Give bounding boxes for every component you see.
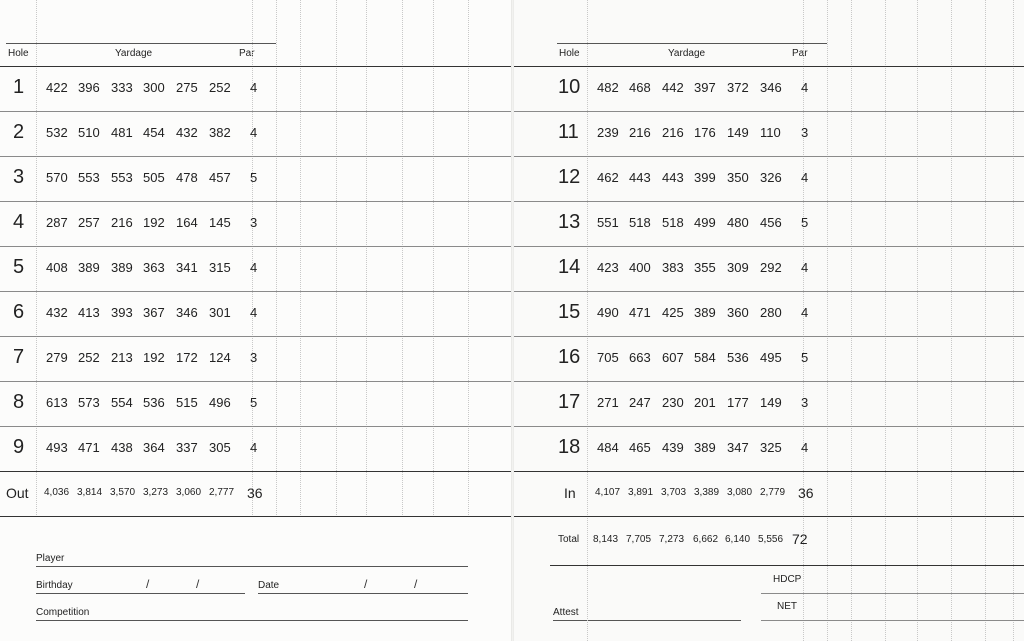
hdcp-line[interactable] (761, 593, 1024, 594)
yardage-value: 347 (727, 440, 749, 455)
hole-number: 6 (13, 301, 25, 323)
yardage-value: 532 (46, 125, 68, 140)
yardage-value: 425 (662, 305, 684, 320)
yardage-value: 110 (760, 125, 781, 140)
yardage-value: 230 (662, 395, 684, 410)
grid-row-line (0, 516, 512, 517)
yardage-value: 422 (46, 80, 68, 95)
yardage-value: 149 (727, 125, 749, 140)
yardage-value: 482 (597, 80, 619, 95)
yardage-value: 346 (176, 305, 198, 320)
par-value: 3 (250, 350, 258, 365)
yardage-value: 510 (78, 125, 100, 140)
yardage-value: 216 (111, 215, 133, 230)
subtotal-yardage: 2,777 (209, 487, 235, 498)
par-value: 4 (250, 305, 258, 320)
yardage-value: 423 (597, 260, 619, 275)
grid-row-line (0, 426, 512, 427)
total-yardage: 6,662 (693, 534, 719, 545)
hole-number: 9 (13, 436, 25, 458)
yardage-value: 325 (760, 440, 782, 455)
par-value: 4 (250, 440, 258, 455)
par-value: 5 (250, 170, 258, 185)
yardage-value: 177 (727, 395, 749, 410)
total-par: 72 (792, 531, 808, 547)
yardage-value: 570 (46, 170, 68, 185)
yardage-value: 275 (176, 80, 198, 95)
par-value: 4 (801, 80, 809, 95)
yardage-value: 663 (629, 350, 651, 365)
yardage-value: 484 (597, 440, 619, 455)
yardage-value: 300 (143, 80, 165, 95)
net-label: NET (777, 601, 797, 612)
hole-number: 17 (558, 391, 581, 413)
grid-column-line (917, 0, 918, 641)
par-value: 3 (801, 125, 809, 140)
yardage-value: 553 (111, 170, 133, 185)
hole-number: 18 (558, 436, 581, 458)
subtotal-yardage: 4,036 (44, 487, 70, 498)
yardage-value: 408 (46, 260, 68, 275)
yardage-value: 456 (760, 215, 782, 230)
yardage-value: 468 (629, 80, 651, 95)
yardage-value: 149 (760, 395, 782, 410)
hole-number: 8 (13, 391, 25, 413)
yardage-value: 192 (143, 215, 165, 230)
date-slash-2: / (414, 577, 418, 591)
yardage-value: 457 (209, 170, 231, 185)
grid-row-line (513, 291, 1024, 292)
birthday-slash-2: / (196, 577, 200, 591)
header-top-line (6, 43, 276, 44)
hole-number: 16 (558, 346, 581, 368)
date-label: Date (258, 580, 280, 591)
yardage-value: 341 (176, 260, 198, 275)
yardage-value: 333 (111, 80, 133, 95)
yardage-value: 287 (46, 215, 68, 230)
grid-column-line (985, 0, 986, 641)
par-header: Par (792, 48, 808, 59)
yardage-value: 613 (46, 395, 68, 410)
yardage-value: 551 (597, 215, 619, 230)
par-value: 4 (801, 305, 809, 320)
yardage-value: 355 (694, 260, 716, 275)
yardage-value: 364 (143, 440, 165, 455)
hole-number: 5 (13, 256, 25, 278)
yardage-value: 309 (727, 260, 749, 275)
hole-number: 1 (13, 76, 25, 98)
hole-number: 14 (558, 256, 581, 278)
yardage-value: 145 (209, 215, 231, 230)
yardage-value: 393 (111, 305, 133, 320)
birthday-line[interactable] (36, 593, 245, 594)
grid-row-line (513, 471, 1024, 472)
subtotal-yardage: 2,779 (760, 487, 786, 498)
subtotal-yardage: 3,389 (694, 487, 720, 498)
grid-column-line (276, 0, 277, 515)
grid-column-line (827, 0, 828, 641)
page-fold (511, 0, 514, 641)
grid-row-line (0, 381, 512, 382)
grid-row-line (513, 426, 1024, 427)
competition-line[interactable] (36, 620, 468, 621)
par-value: 4 (801, 440, 809, 455)
hole-number: 11 (558, 121, 579, 143)
yardage-value: 350 (727, 170, 749, 185)
subtotal-label: In (564, 485, 576, 501)
grid-row-line (0, 201, 512, 202)
yardage-value: 465 (629, 440, 651, 455)
total-yardage: 7,273 (659, 534, 685, 545)
yardage-value: 389 (694, 440, 716, 455)
grid-row-line (513, 201, 1024, 202)
yardage-value: 201 (694, 395, 716, 410)
grid-column-line (885, 0, 886, 641)
subtotal-yardage: 3,060 (176, 487, 202, 498)
grid-column-line (366, 0, 367, 515)
yardage-value: 471 (78, 440, 100, 455)
hdcp-label: HDCP (773, 574, 802, 585)
yardage-value: 518 (629, 215, 651, 230)
yardage-value: 505 (143, 170, 165, 185)
net-line[interactable] (761, 620, 1024, 621)
subtotal-yardage: 3,814 (77, 487, 103, 498)
yardage-value: 337 (176, 440, 198, 455)
yardage-value: 536 (727, 350, 749, 365)
grid-row-line (0, 336, 512, 337)
grid-column-line (36, 0, 37, 515)
total-yardage: 6,140 (725, 534, 751, 545)
yardage-value: 493 (46, 440, 68, 455)
player-label: Player (36, 553, 65, 564)
yardage-value: 216 (629, 125, 651, 140)
par-value: 5 (801, 215, 809, 230)
attest-label: Attest (553, 607, 579, 618)
hole-header: Hole (559, 48, 580, 59)
yardage-value: 239 (597, 125, 619, 140)
yardage-value: 360 (727, 305, 749, 320)
yardage-value: 389 (694, 305, 716, 320)
total-label: Total (558, 534, 580, 545)
grid-row-line (0, 471, 512, 472)
subtotal-yardage: 3,080 (727, 487, 753, 498)
attest-line[interactable] (553, 620, 741, 621)
yardage-value: 439 (662, 440, 684, 455)
yardage-value: 363 (143, 260, 165, 275)
yardage-value: 400 (629, 260, 651, 275)
grid-column-line (433, 0, 434, 515)
yardage-value: 164 (176, 215, 198, 230)
yardage-value: 301 (209, 305, 231, 320)
yardage-value: 454 (143, 125, 165, 140)
birthday-label: Birthday (36, 580, 73, 591)
yardage-value: 172 (176, 350, 198, 365)
subtotal-label: Out (6, 485, 29, 501)
yardage-value: 495 (760, 350, 782, 365)
yardage-value: 536 (143, 395, 165, 410)
grid-column-line (1013, 0, 1014, 641)
par-value: 4 (801, 260, 809, 275)
yardage-value: 432 (46, 305, 68, 320)
grid-column-line (402, 0, 403, 515)
yardage-value: 496 (209, 395, 231, 410)
grid-row-line (513, 66, 1024, 67)
yardage-value: 397 (694, 80, 716, 95)
grid-row-line (0, 291, 512, 292)
yardage-value: 396 (78, 80, 100, 95)
yardage-value: 518 (662, 215, 684, 230)
yardage-value: 515 (176, 395, 198, 410)
back-nine-page (513, 0, 1024, 641)
par-value: 4 (250, 260, 258, 275)
date-line[interactable] (258, 593, 468, 594)
grid-row-line (513, 246, 1024, 247)
yardage-value: 499 (694, 215, 716, 230)
yardage-value: 216 (662, 125, 684, 140)
par-value: 3 (801, 395, 809, 410)
yardage-value: 372 (727, 80, 749, 95)
subtotal-yardage: 3,891 (628, 487, 654, 498)
grid-row-line (0, 156, 512, 157)
yardage-value: 124 (209, 350, 231, 365)
yardage-value: 271 (597, 395, 619, 410)
hole-header: Hole (8, 48, 29, 59)
yardage-value: 607 (662, 350, 684, 365)
yardage-value: 382 (209, 125, 231, 140)
subtotal-par: 36 (798, 485, 814, 501)
birthday-slash-1: / (146, 577, 150, 591)
yardage-value: 280 (760, 305, 782, 320)
yardage-value: 176 (694, 125, 716, 140)
hole-number: 3 (13, 166, 25, 188)
grid-column-line (252, 0, 253, 515)
yardage-value: 438 (111, 440, 133, 455)
grid-column-line (951, 0, 952, 641)
yardage-value: 389 (111, 260, 133, 275)
competition-label: Competition (36, 607, 90, 618)
yardage-value: 462 (597, 170, 619, 185)
yardage-value: 257 (78, 215, 100, 230)
yardage-value: 252 (209, 80, 231, 95)
yardage-value: 481 (111, 125, 133, 140)
yardage-value: 326 (760, 170, 782, 185)
subtotal-par: 36 (247, 485, 263, 501)
total-bottom-line (550, 565, 1024, 566)
total-yardage: 5,556 (758, 534, 784, 545)
yardage-value: 490 (597, 305, 619, 320)
hole-number: 13 (558, 211, 581, 233)
yardage-value: 705 (597, 350, 619, 365)
grid-row-line (513, 156, 1024, 157)
yardage-value: 432 (176, 125, 198, 140)
grid-column-line (300, 0, 301, 515)
subtotal-yardage: 3,570 (110, 487, 136, 498)
yardage-value: 584 (694, 350, 716, 365)
subtotal-yardage: 3,703 (661, 487, 687, 498)
par-value: 4 (250, 80, 258, 95)
yardage-value: 573 (78, 395, 100, 410)
yardage-value: 315 (209, 260, 231, 275)
par-value: 3 (250, 215, 258, 230)
hole-number: 4 (13, 211, 25, 233)
yardage-value: 383 (662, 260, 684, 275)
player-line[interactable] (36, 566, 468, 567)
header-top-line (557, 43, 827, 44)
total-yardage: 8,143 (593, 534, 619, 545)
yardage-value: 443 (662, 170, 684, 185)
yardage-value: 553 (78, 170, 100, 185)
yardage-value: 252 (78, 350, 100, 365)
grid-column-line (468, 0, 469, 515)
yardage-value: 247 (629, 395, 651, 410)
hole-number: 7 (13, 346, 25, 368)
yardage-header: Yardage (115, 48, 153, 59)
grid-row-line (513, 111, 1024, 112)
yardage-value: 367 (143, 305, 165, 320)
grid-column-line (851, 0, 852, 641)
par-value: 5 (801, 350, 809, 365)
yardage-value: 389 (78, 260, 100, 275)
yardage-value: 213 (111, 350, 133, 365)
subtotal-yardage: 3,273 (143, 487, 169, 498)
yardage-value: 413 (78, 305, 100, 320)
par-header: Par (239, 48, 255, 59)
grid-row-line (0, 246, 512, 247)
grid-column-line (587, 0, 588, 641)
grid-row-line (513, 336, 1024, 337)
yardage-value: 279 (46, 350, 68, 365)
hole-number: 2 (13, 121, 25, 143)
grid-row-line (0, 66, 512, 67)
yardage-value: 554 (111, 395, 133, 410)
yardage-value: 399 (694, 170, 716, 185)
total-yardage: 7,705 (626, 534, 652, 545)
yardage-value: 480 (727, 215, 749, 230)
par-value: 4 (801, 170, 809, 185)
subtotal-yardage: 4,107 (595, 487, 621, 498)
yardage-value: 292 (760, 260, 782, 275)
grid-row-line (513, 516, 1024, 517)
par-value: 4 (250, 125, 258, 140)
yardage-value: 443 (629, 170, 651, 185)
date-slash-1: / (364, 577, 368, 591)
par-value: 5 (250, 395, 258, 410)
yardage-value: 471 (629, 305, 651, 320)
hole-number: 10 (558, 76, 581, 98)
grid-row-line (0, 111, 512, 112)
yardage-value: 442 (662, 80, 684, 95)
yardage-value: 478 (176, 170, 198, 185)
yardage-header: Yardage (668, 48, 706, 59)
yardage-value: 305 (209, 440, 231, 455)
yardage-value: 346 (760, 80, 782, 95)
hole-number: 15 (558, 301, 581, 323)
grid-row-line (513, 381, 1024, 382)
yardage-value: 192 (143, 350, 165, 365)
hole-number: 12 (558, 166, 581, 188)
grid-column-line (336, 0, 337, 515)
